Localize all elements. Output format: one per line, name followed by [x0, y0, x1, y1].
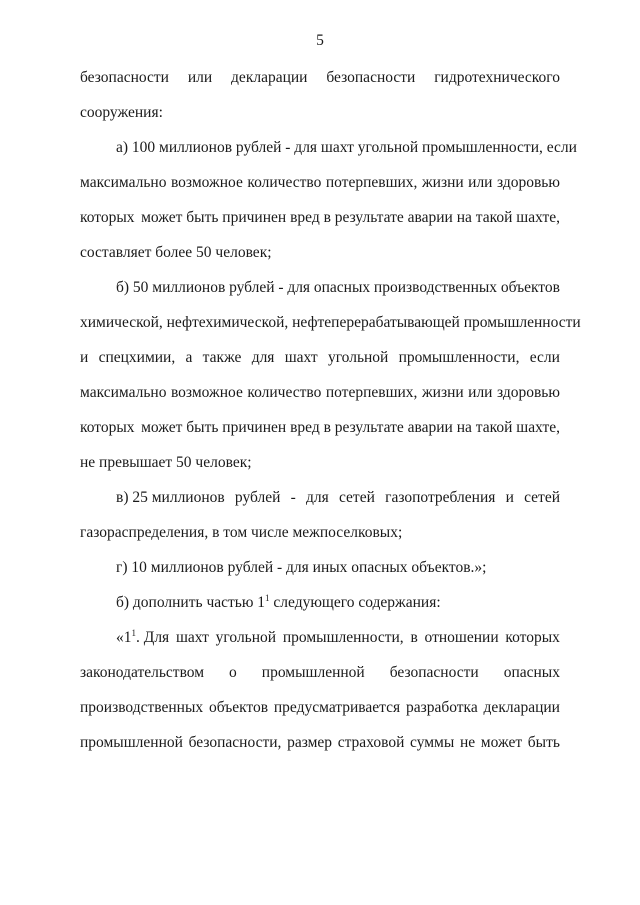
word: или — [187, 69, 213, 86]
word: промышленности, — [398, 349, 520, 366]
text-line — [80, 348, 560, 368]
word: здоровью — [496, 174, 560, 191]
text-line: составляет более 50 человек; — [80, 244, 272, 261]
paragraph-b-line — [116, 278, 560, 298]
text-line: не превышает 50 человек; — [80, 454, 252, 471]
word: сетей — [524, 489, 560, 506]
text-span: может быть причинен вред в результате аварии на такой шахте, — [141, 209, 560, 226]
text-span: может быть причинен вред в результате аварии на такой шахте, — [141, 419, 560, 436]
word: которых — [80, 209, 135, 226]
text-line — [80, 173, 560, 193]
word: угольной — [327, 349, 389, 366]
text-line — [80, 383, 560, 403]
word: декларации — [483, 699, 560, 716]
word: б) 50 миллионов — [116, 279, 226, 296]
word: декларации — [231, 69, 308, 86]
word: суммы — [410, 734, 455, 751]
text-line — [80, 663, 560, 683]
word: количество — [247, 174, 322, 191]
word: объектов — [500, 279, 560, 296]
text-line: сооружения: — [80, 104, 163, 121]
superscript: 1 — [265, 593, 270, 603]
word: для — [287, 279, 311, 296]
word: также — [202, 349, 242, 366]
word: промышленной — [80, 734, 183, 751]
text-line — [80, 418, 560, 438]
word: отношении — [424, 629, 499, 646]
word: или — [468, 384, 493, 401]
word: - — [278, 279, 284, 296]
word: шахт — [284, 349, 318, 366]
word: если — [529, 349, 560, 366]
text-line — [80, 698, 560, 718]
word: безопасности — [326, 69, 416, 86]
word: и — [505, 489, 514, 506]
page-number: 5 — [316, 32, 324, 49]
word: страховой — [337, 734, 405, 751]
word: а — [185, 349, 193, 366]
word: и — [80, 349, 89, 366]
word: возможное — [170, 384, 243, 401]
word: жизни — [421, 174, 464, 191]
word: опасных — [313, 279, 371, 296]
text-span — [116, 628, 169, 648]
word: безопасности — [80, 69, 169, 86]
word: которых — [80, 419, 135, 436]
word: разработка — [405, 699, 478, 716]
word: для — [251, 349, 275, 366]
text-line: газораспределения, в том числе межпоселковых; — [80, 524, 403, 541]
word: шахт — [175, 629, 209, 646]
word: в — [410, 629, 418, 646]
text-line — [80, 733, 560, 753]
text-line — [80, 208, 560, 228]
word: безопасности — [389, 664, 479, 681]
word: сетей — [338, 489, 375, 506]
word: для — [306, 489, 329, 506]
amendment-line — [116, 628, 560, 648]
paragraph-g-line: г) 10 миллионов рублей - для иных опасных объектов.»; — [116, 559, 487, 576]
word: не — [459, 734, 476, 751]
word: - — [290, 489, 296, 506]
word: угольной — [215, 629, 277, 646]
word: размер — [287, 734, 333, 751]
word: гидротехнического — [434, 69, 560, 86]
word: производственных — [80, 699, 204, 716]
text-span: б) дополнить частью 1 — [116, 594, 266, 611]
text-span: а) 100 миллионов рублей - для шахт угольной промышленности, если — [116, 139, 577, 156]
word: или — [468, 174, 493, 191]
word: спецхимии, — [98, 349, 176, 366]
word: здоровью — [496, 384, 560, 401]
word: которых — [505, 629, 560, 646]
word: предусматривается — [273, 699, 401, 716]
word: максимально — [80, 384, 167, 401]
word: количество — [247, 384, 322, 401]
word: рублей — [229, 279, 275, 296]
word: возможное — [170, 174, 243, 191]
text-span: «1 — [116, 629, 132, 646]
word: быть — [527, 734, 560, 751]
word: жизни — [421, 384, 464, 401]
word: законодательством — [80, 664, 205, 681]
text-span: следующего содержания: — [269, 594, 441, 611]
word: промышленности, — [282, 629, 404, 646]
word: безопасности, — [188, 734, 282, 751]
text-line — [80, 68, 560, 88]
word: может — [480, 734, 523, 751]
word: о — [229, 664, 237, 681]
word: максимально — [80, 174, 167, 191]
superscript: 1 — [131, 628, 136, 638]
amendment-intro-line — [116, 593, 441, 613]
text-line: химической, нефтехимической, нефтеперерабатывающей промышленности — [80, 314, 581, 331]
word: газопотребления — [385, 489, 496, 506]
word: рублей — [234, 489, 281, 506]
word: потерпевших, — [325, 384, 418, 401]
paragraph-a-line — [116, 138, 577, 158]
word: потерпевших, — [325, 174, 418, 191]
paragraph-v-line — [116, 488, 560, 508]
word: . Для — [136, 629, 170, 646]
word: промышленной — [261, 664, 365, 681]
word: производственных — [373, 279, 498, 296]
word: опасных — [503, 664, 560, 681]
word: объектов — [208, 699, 269, 716]
word: в) 25 миллионов — [116, 489, 225, 506]
